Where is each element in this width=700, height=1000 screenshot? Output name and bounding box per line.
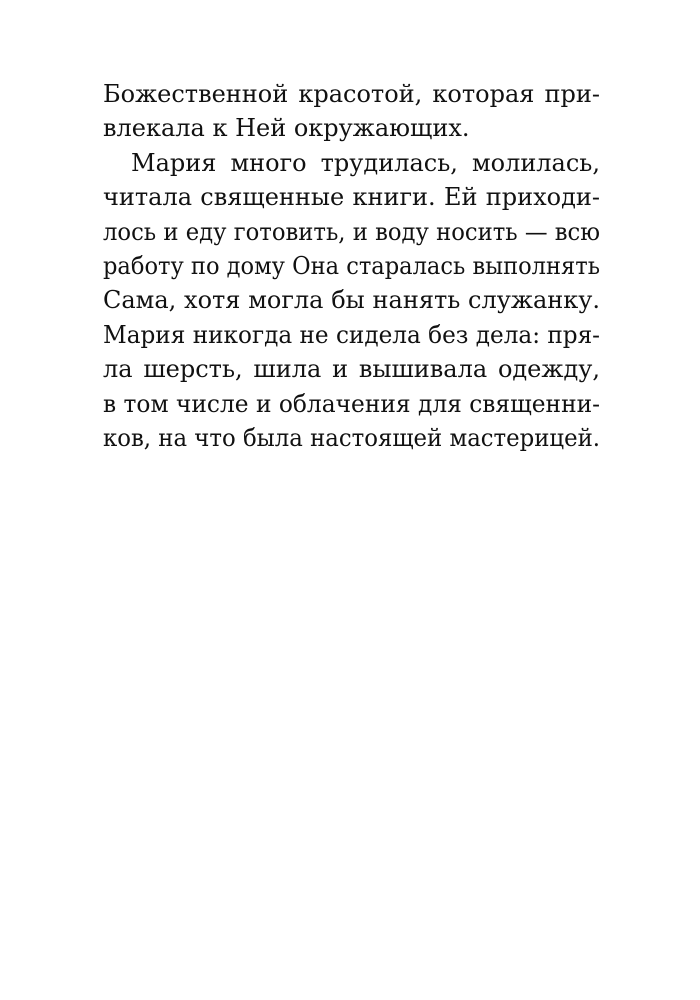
text-line: Божественной красотой, которая при- [103,80,600,108]
text-line: Сама, хотя могла бы нанять служанку. [103,286,600,315]
text-line: работу по дому Она старалась выполнять [103,251,600,280]
text-line: ков, на что была настоящей мастерицей. [103,423,601,452]
text-line: в том числе и облачения для священни- [103,389,601,418]
body-text [103,77,603,455]
text-line: Мария никогда не сидела без дела: пря- [103,320,601,349]
paragraph-first-line: Мария много трудилась, молилась, [131,148,601,177]
text-line: лось и еду готовить, и воду носить — всю [103,217,601,246]
text-line: влекала к Ней окружающих. [103,114,470,143]
text-line: читала священные книги. Ей приходи- [103,183,600,212]
text-line: ла шерсть, шила и вышивала одежду, [103,355,600,384]
